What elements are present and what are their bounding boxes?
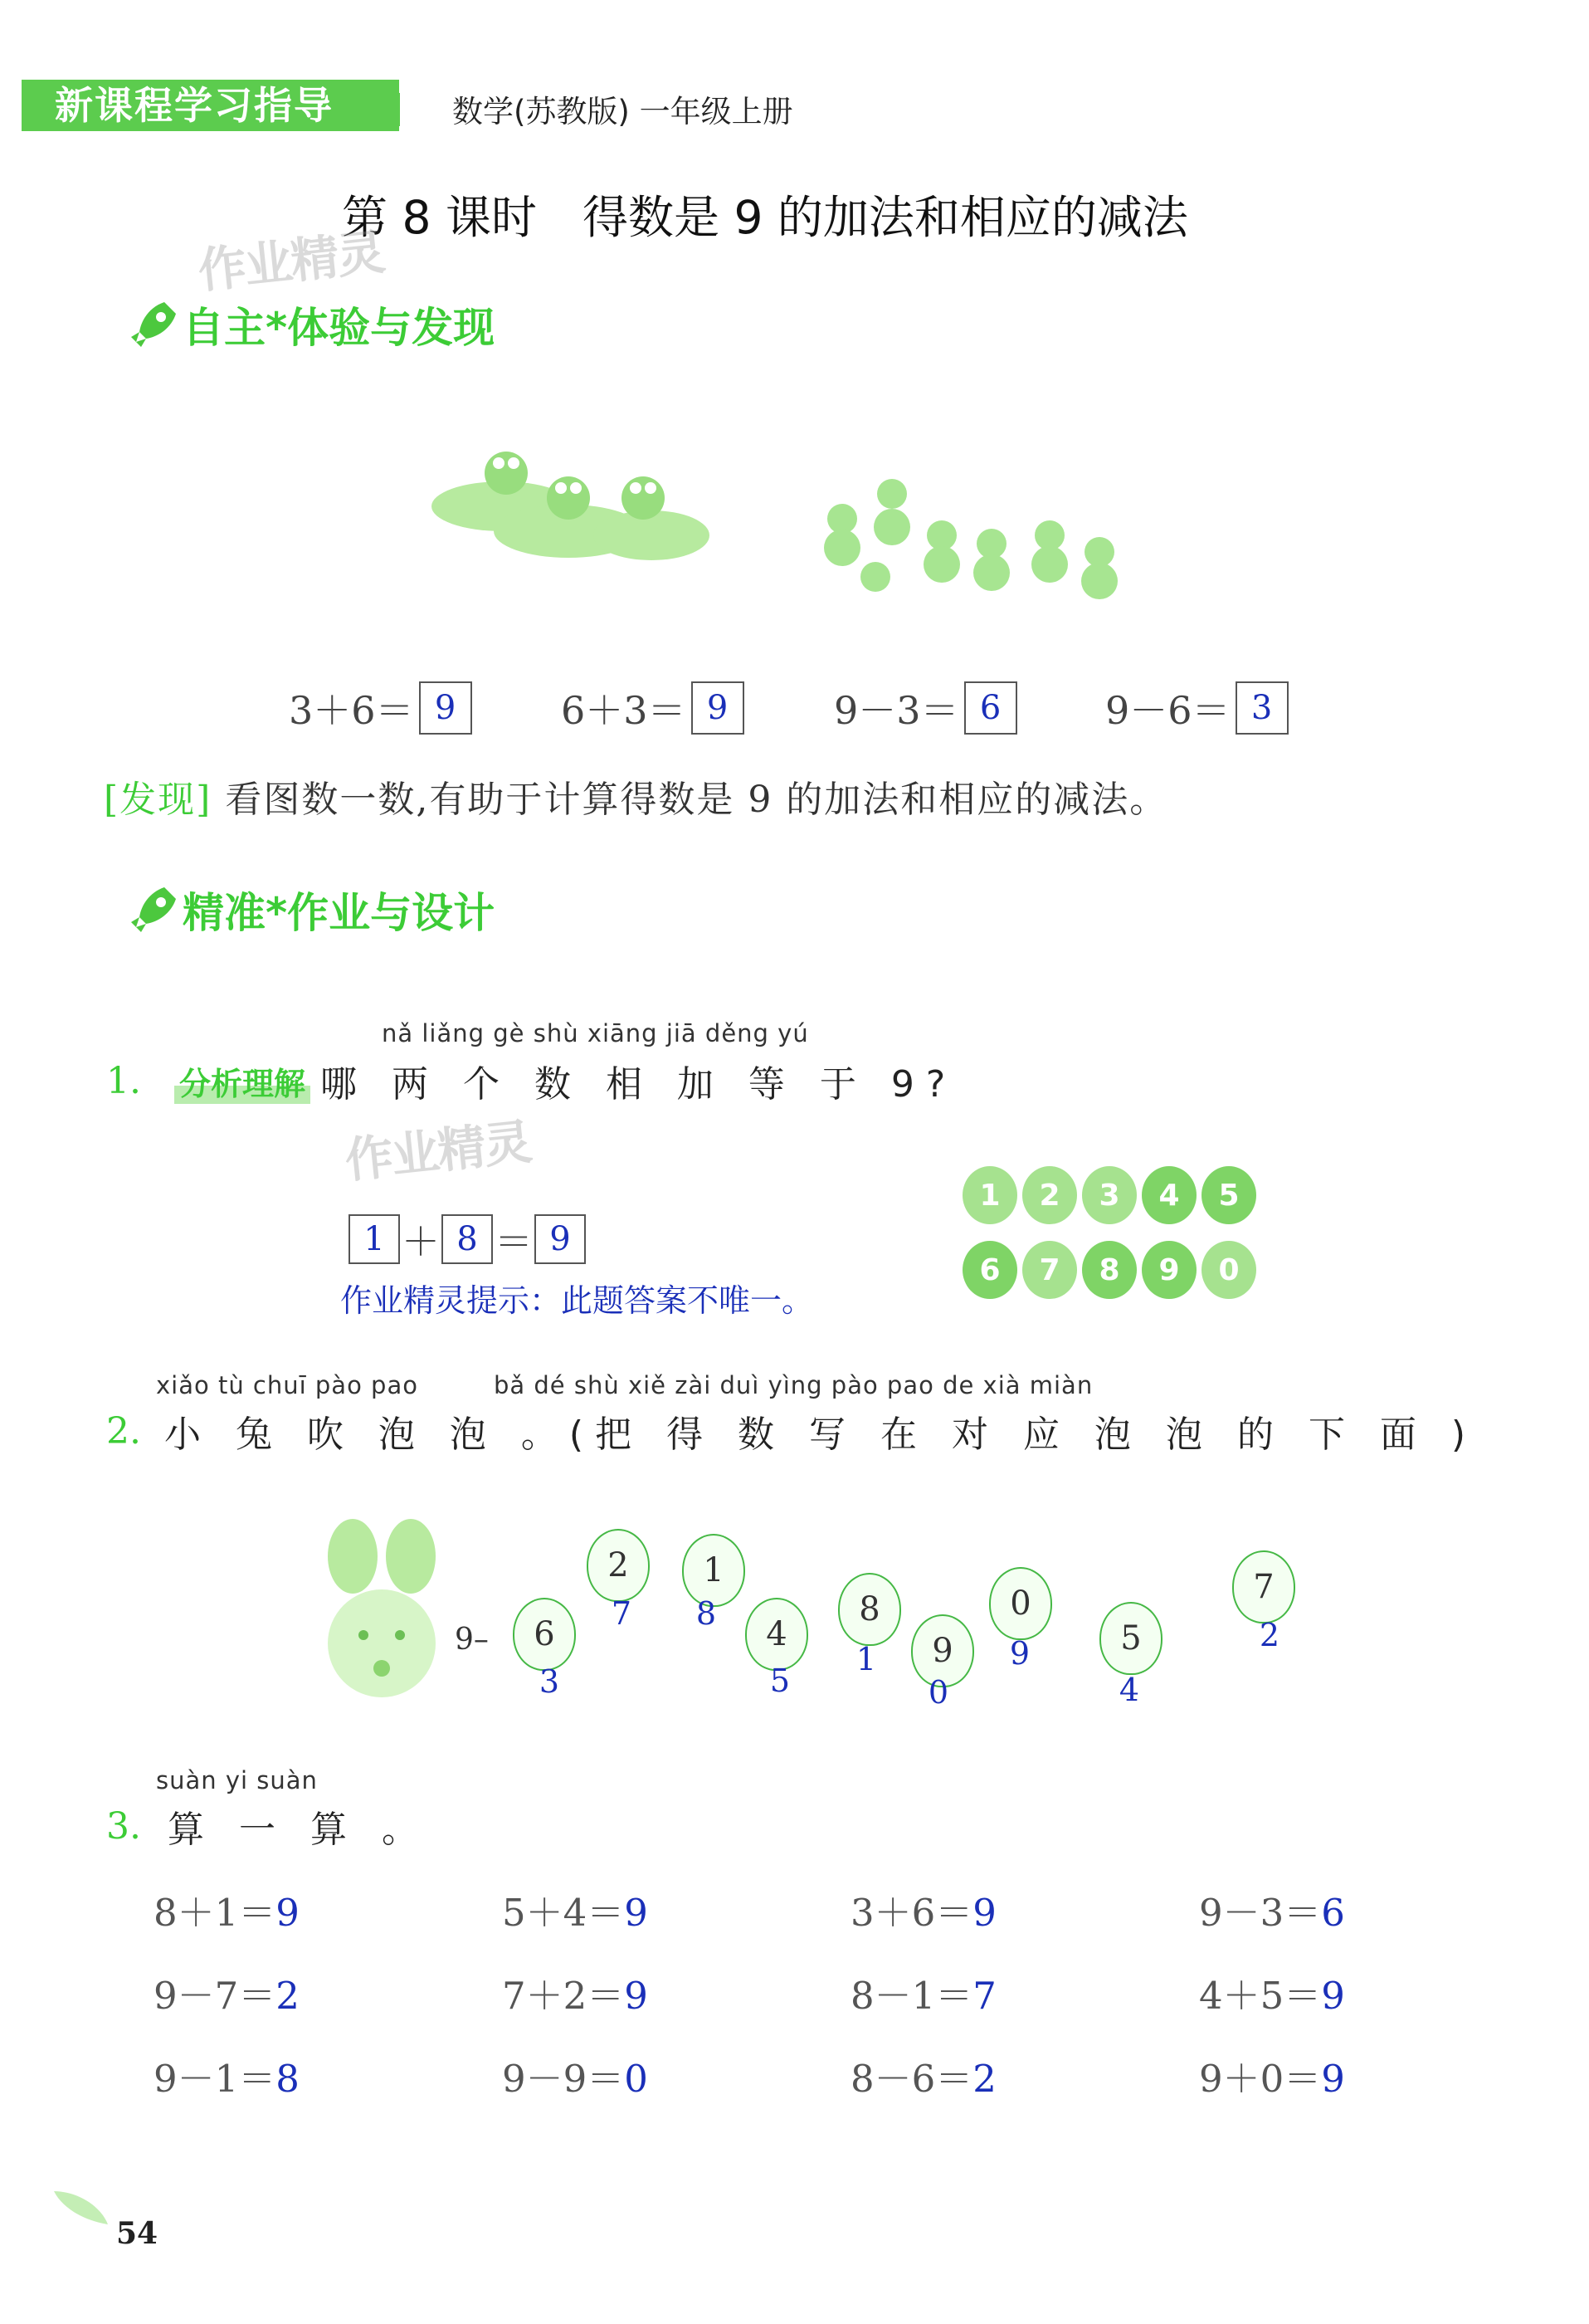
number-ball: 5 xyxy=(1201,1166,1256,1224)
bubble: 9 xyxy=(911,1614,974,1687)
rabbit-illustration xyxy=(315,1519,448,1702)
number-ball: 6 xyxy=(963,1241,1017,1299)
question-number: 1. xyxy=(106,1059,141,1102)
calc-answer[interactable]: 9 xyxy=(624,1974,648,2018)
bubble: 5 xyxy=(1099,1602,1163,1675)
bubble-answer[interactable]: 9 xyxy=(1009,1635,1031,1672)
lesson-title: 第 8 课时 得数是 9 的加法和相应的减法 xyxy=(342,191,1188,244)
question-2 xyxy=(106,1404,1477,1457)
calc-expression: 8＋1＝ xyxy=(154,1891,276,1935)
brand-banner: 新课程学习指导 xyxy=(22,80,399,131)
bubble-answer[interactable]: 4 xyxy=(1119,1672,1140,1708)
calc-answer[interactable]: 8 xyxy=(275,2057,300,2101)
calc-answer[interactable]: 2 xyxy=(275,1974,300,2018)
calc-item xyxy=(1199,2048,1345,2102)
bubble-answer[interactable]: 2 xyxy=(1259,1617,1280,1653)
bubble-answer[interactable]: 7 xyxy=(611,1595,632,1632)
bubble: 0 xyxy=(989,1567,1052,1640)
calc-answer[interactable]: 9 xyxy=(972,1891,997,1935)
bubble: 2 xyxy=(587,1529,650,1602)
book-title: 数学(苏教版) 一年级上册 xyxy=(452,94,793,129)
leaf-icon xyxy=(50,2183,116,2233)
bubble: 1 xyxy=(682,1534,745,1607)
calc-item xyxy=(851,2048,997,2102)
calc-expression: 4＋5＝ xyxy=(1199,1974,1322,2018)
calc-answer[interactable]: 9 xyxy=(1321,1974,1345,2018)
calc-answer[interactable]: 2 xyxy=(972,2057,997,2101)
number-ball: 9 xyxy=(1142,1241,1197,1299)
calc-expression: 9－3＝ xyxy=(1199,1891,1322,1935)
calc-expression: 9－7＝ xyxy=(154,1974,276,2018)
equals-sign: ＝ xyxy=(495,1219,533,1264)
question-number: 3. xyxy=(106,1804,141,1848)
section-heading-practice xyxy=(124,880,495,940)
page-number: 54 xyxy=(116,2216,158,2251)
question-number: 2. xyxy=(106,1409,141,1452)
bubble: 7 xyxy=(1232,1550,1295,1623)
calc-item xyxy=(502,1882,648,1936)
brand-stripes xyxy=(365,93,403,126)
calc-item xyxy=(851,1882,997,1936)
bubble-answer[interactable]: 5 xyxy=(769,1662,791,1699)
number-ball: 4 xyxy=(1142,1166,1197,1224)
answer-box[interactable]: 6 xyxy=(964,681,1017,735)
calc-item xyxy=(502,2048,648,2102)
number-balls-row-1 xyxy=(963,1166,1256,1224)
calc-item xyxy=(1199,1882,1345,1936)
calc-answer[interactable]: 0 xyxy=(624,2057,648,2101)
equation-2 xyxy=(561,681,744,735)
calc-item xyxy=(154,1882,300,1936)
bubble-answer[interactable]: 0 xyxy=(928,1674,949,1711)
equation-expression: 9－6＝ xyxy=(1105,688,1231,733)
calc-expression: 8－6＝ xyxy=(851,2057,973,2101)
equation-3 xyxy=(834,681,1017,735)
analysis-tag: 分析理解 xyxy=(174,1058,310,1104)
calc-expression: 9－9＝ xyxy=(502,2057,625,2101)
frogs-on-lily-pads-illustration xyxy=(427,440,709,581)
equation-expression: 3＋6＝ xyxy=(289,688,414,733)
calc-answer[interactable]: 9 xyxy=(275,1891,300,1935)
bubble: 8 xyxy=(838,1573,901,1646)
calc-answer[interactable]: 9 xyxy=(1321,2057,1345,2101)
discovery-text: 看图数一数,有助于计算得数是 9 的加法和相应的减法。 xyxy=(225,779,1168,821)
q3-pinyin: suàn yi suàn xyxy=(156,1766,318,1794)
question-text: 哪 两 个 数 相 加 等 于 9? xyxy=(320,1063,958,1106)
q2-pinyin-b: bǎ dé shù xiě zài duì yìng pào pao de xià miàn xyxy=(494,1371,1094,1399)
number-ball: 7 xyxy=(1022,1241,1077,1299)
calc-answer[interactable]: 6 xyxy=(1321,1891,1345,1935)
plus-sign: ＋ xyxy=(402,1219,440,1264)
calc-item xyxy=(154,2048,300,2102)
question-1 xyxy=(106,1054,957,1107)
question-text: 小 兔 吹 泡 泡 。(把 得 数 写 在 对 应 泡 泡 的 下 面 ) xyxy=(163,1413,1478,1456)
number-ball: 3 xyxy=(1082,1166,1137,1224)
watermark: 作业精灵 xyxy=(195,223,387,300)
calc-expression: 8－1＝ xyxy=(851,1974,973,2018)
rocket-icon xyxy=(124,295,183,354)
number-ball: 0 xyxy=(1201,1241,1256,1299)
section-title: 精准*作业与设计 xyxy=(183,889,495,937)
q1-equation xyxy=(349,1212,586,1267)
bubble-answer[interactable]: 3 xyxy=(539,1663,560,1700)
calc-expression: 9－1＝ xyxy=(154,2057,276,2101)
number-balls-row-2 xyxy=(963,1241,1256,1299)
bubble: 4 xyxy=(745,1598,808,1671)
calc-expression: 9＋0＝ xyxy=(1199,2057,1322,2101)
result-box: 9 xyxy=(534,1214,586,1264)
rocket-icon xyxy=(124,881,183,939)
answer-box[interactable]: 3 xyxy=(1236,681,1289,735)
answer-box[interactable]: 8 xyxy=(441,1214,493,1264)
calc-expression: 3＋6＝ xyxy=(851,1891,973,1935)
equation-expression: 6＋3＝ xyxy=(561,688,686,733)
answer-box[interactable]: 1 xyxy=(349,1214,400,1264)
calc-item xyxy=(502,1965,648,2019)
number-ball: 1 xyxy=(963,1166,1017,1224)
bubble: 6 xyxy=(513,1598,576,1671)
equation-expression: 9－3＝ xyxy=(834,688,959,733)
question-3 xyxy=(106,1799,430,1853)
question-text: 算 一 算 。 xyxy=(167,1809,430,1851)
calc-item xyxy=(154,1965,300,2019)
q1-pinyin: nǎ liǎng gè shù xiāng jiā děng yú xyxy=(382,1019,809,1047)
section-title: 自主*体验与发现 xyxy=(183,304,495,352)
subtraction-prefix: 9– xyxy=(455,1623,489,1657)
answer-box[interactable]: 9 xyxy=(691,681,744,735)
section-heading-explore xyxy=(124,295,495,354)
equation-1 xyxy=(289,681,472,735)
watermark: 作业精灵 xyxy=(342,1113,534,1189)
bubble-answer[interactable]: 8 xyxy=(695,1595,717,1632)
calc-answer[interactable]: 9 xyxy=(624,1891,648,1935)
equation-4 xyxy=(1105,681,1289,735)
hint-text: 作业精灵提示：此题答案不唯一。 xyxy=(340,1282,814,1319)
chicks-illustration xyxy=(817,452,1133,618)
calc-answer[interactable]: 7 xyxy=(972,1974,997,2018)
bubble-answer[interactable]: 1 xyxy=(855,1641,877,1677)
q2-pinyin-a: xiǎo tù chuī pào pao xyxy=(156,1371,418,1399)
number-ball: 8 xyxy=(1082,1241,1137,1299)
discovery-note xyxy=(104,769,1167,823)
calc-item xyxy=(851,1965,997,2019)
discovery-tag: [发现] xyxy=(104,779,212,821)
answer-box[interactable]: 9 xyxy=(419,681,472,735)
calc-item xyxy=(1199,1965,1345,2019)
calc-expression: 5＋4＝ xyxy=(502,1891,625,1935)
calc-expression: 7＋2＝ xyxy=(502,1974,625,2018)
number-ball: 2 xyxy=(1022,1166,1077,1224)
